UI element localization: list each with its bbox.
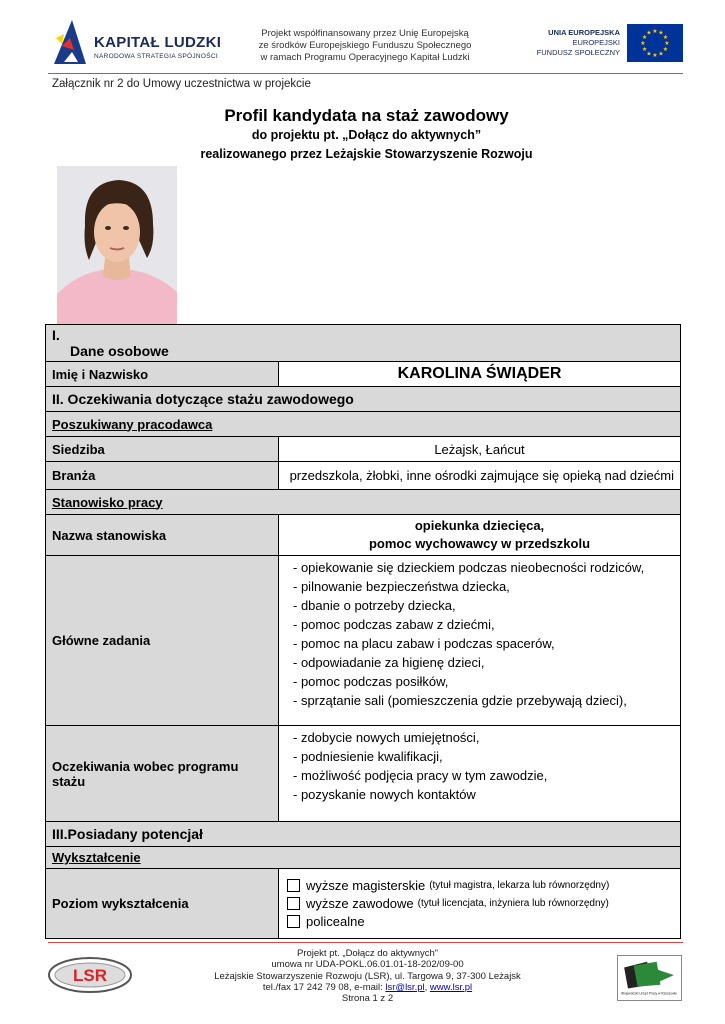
email-link[interactable]: lsr@lsr.pl [385, 981, 425, 993]
eu-label-line: EUROPEJSKI [572, 38, 620, 47]
list-item: - podniesienie kwalifikacji, [293, 747, 674, 766]
education-option[interactable] [285, 877, 674, 895]
svg-text:★: ★ [664, 40, 670, 47]
lsr-logo-text: LSR [73, 966, 107, 985]
option-label: wyższe zawodowe [306, 895, 414, 911]
svg-text:★: ★ [662, 46, 669, 53]
field-value [279, 556, 681, 726]
website-link[interactable]: www.lsr.pl [429, 981, 473, 993]
subsection-title: Poszukiwany pracodawca [46, 412, 681, 437]
svg-text:★: ★ [652, 28, 658, 35]
option-note: (tytuł magistra, lekarza lub równorzędny) [429, 879, 610, 891]
section-expectations [46, 387, 681, 412]
list-item: - opiekowanie się dzieckiem podczas nieobecności rodziców, [293, 558, 674, 577]
kapital-ludzki-logo [52, 16, 222, 66]
list-item: - pomoc podczas zabaw z dziećmi, [293, 615, 674, 634]
section-potential [46, 822, 681, 847]
separator: , [424, 981, 430, 993]
svg-text:★: ★ [641, 46, 648, 53]
option-note: (tytuł licencjata, inżyniera lub równorzędny) [417, 897, 609, 909]
list-item: - pozyskanie nowych kontaktów [293, 785, 674, 804]
svg-text:★: ★ [658, 29, 664, 37]
cofinancing-line: Projekt współfinansowany przez Unię Europejską [261, 28, 469, 39]
svg-text:★: ★ [652, 52, 658, 59]
page-header [0, 0, 725, 80]
field-value [279, 726, 681, 822]
svg-text:★: ★ [658, 50, 664, 58]
row-branch [46, 462, 681, 490]
list-item: - sprzątanie sali (pomieszczenia gdzie przebywają dzieci), [293, 691, 674, 710]
portrait-image [57, 166, 177, 324]
checkbox[interactable] [287, 879, 300, 892]
svg-text:★: ★ [640, 40, 646, 47]
cofinancing-line: w ramach Programu Operacyjnego Kapitał Ludzki [260, 52, 470, 63]
section-title: Dane osobowe [70, 343, 169, 359]
section-personal [46, 325, 681, 362]
list-item: - pomoc podczas posiłków, [293, 672, 674, 691]
tasks-list [285, 558, 674, 710]
footer-rule [48, 942, 683, 943]
field-value: Leżajsk, Łańcut [279, 437, 681, 462]
education-option[interactable] [285, 913, 674, 931]
section-title: II. Oczekiwania dotyczące stażu zawodowego [46, 387, 681, 412]
field-label: Siedziba [46, 437, 279, 462]
list-item: - zdobycie nowych umiejętności, [293, 728, 674, 747]
subsection-position [46, 490, 681, 515]
subsection-title: Wykształcenie [46, 847, 681, 869]
row-education [46, 869, 681, 939]
checkbox[interactable] [287, 897, 300, 910]
document-title: Profil kandydata na staż zawodowy [224, 106, 509, 125]
logo-subtitle: NARODOWA STRATEGIA SPÓJNOŚCI [94, 53, 218, 60]
section-number: I. [52, 327, 60, 343]
eu-label-line: UNIA EUROPEJSKA [548, 28, 620, 37]
cofinancing-note [245, 28, 485, 64]
subsection-education [46, 847, 681, 869]
header-rule [48, 73, 683, 74]
wup-logo [617, 955, 682, 1001]
annex-note: Załącznik nr 2 do Umowy uczestnictwa w projekcie [52, 78, 311, 90]
wup-logo-text: Wojewódzki Urząd Pracy w Rzeszowie [621, 991, 677, 996]
list-item: - dbanie o potrzeby dziecka, [293, 596, 674, 615]
checkbox[interactable] [287, 915, 300, 928]
field-label: Poziom wykształcenia [46, 869, 279, 939]
svg-text:★: ★ [662, 34, 669, 41]
field-value [279, 515, 681, 556]
education-option[interactable] [285, 895, 674, 913]
row-name [46, 362, 681, 387]
position-line: pomoc wychowawcy w przedszkolu [368, 536, 591, 551]
list-item: - pilnowanie bezpieczeństwa dziecka, [293, 577, 674, 596]
candidate-profile-table [45, 324, 681, 939]
page-number: Strona 1 z 2 [341, 993, 394, 1005]
section-heading [46, 325, 681, 362]
field-label: Nazwa stanowiska [46, 515, 279, 556]
eu-label-line: FUNDUSZ SPOŁECZNY [536, 48, 620, 57]
field-label: Imię i Nazwisko [46, 362, 279, 387]
candidate-name: KAROLINA ŚWIĄDER [279, 362, 681, 387]
row-seat [46, 437, 681, 462]
candidate-photo [57, 166, 177, 324]
education-options [279, 869, 681, 939]
footer-contact [190, 982, 545, 993]
footer-info [190, 948, 545, 1004]
lsr-logo [48, 956, 132, 994]
field-label: Główne zadania [46, 556, 279, 726]
expectations-list [285, 728, 674, 804]
svg-text:★: ★ [646, 50, 652, 58]
footer-line: Projekt pt. „Dołącz do aktywnych” [297, 948, 438, 959]
subsection-employer [46, 412, 681, 437]
row-tasks [46, 556, 681, 726]
cofinancing-line: ze środków Europejskiego Funduszu Społecznego [258, 40, 472, 51]
document-subtitle: do projektu pt. „Dołącz do aktywnych” [251, 128, 482, 142]
field-label: Branża [46, 462, 279, 490]
list-item: - odpowiadanie za higienę dzieci, [293, 653, 674, 672]
row-position [46, 515, 681, 556]
eu-flag-icon [627, 24, 683, 62]
list-item: - możliwość podjęcia pracy w tym zawodzie, [293, 766, 674, 785]
document-subtitle: realizowanego przez Leżajskie Stowarzyszenie Rozwoju [200, 147, 533, 161]
position-line: opiekunka dziecięca, [414, 518, 545, 533]
footer-phone: tel./fax 17 242 79 08, e-mail: [262, 981, 386, 993]
footer-line: Leżajskie Stowarzyszenie Rozwoju (LSR), ul. Targowa 9, 37-300 Leżajsk [214, 970, 521, 982]
section-title: III.Posiadany potencjał [46, 822, 681, 847]
option-label: policealne [306, 913, 365, 929]
subsection-title: Stanowisko pracy [46, 490, 681, 515]
svg-text:★: ★ [646, 29, 652, 37]
kapital-ludzki-mark-icon [52, 16, 88, 66]
field-value: przedszkola, żłobki, inne ośrodki zajmujące się opieką nad dziećmi [279, 462, 681, 490]
row-expectations [46, 726, 681, 822]
footer-line: umowa nr UDA-POKL.06.01.01-18-202/09-00 [271, 959, 464, 971]
list-item: - pomoc na placu zabaw i podczas spacerów, [293, 634, 674, 653]
field-label: Oczekiwania wobec programu stażu [46, 726, 279, 822]
logo-title: KAPITAŁ LUDZKI [94, 34, 222, 51]
svg-text:★: ★ [641, 34, 648, 41]
eu-label [520, 28, 620, 58]
option-label: wyższe magisterskie [306, 877, 426, 893]
